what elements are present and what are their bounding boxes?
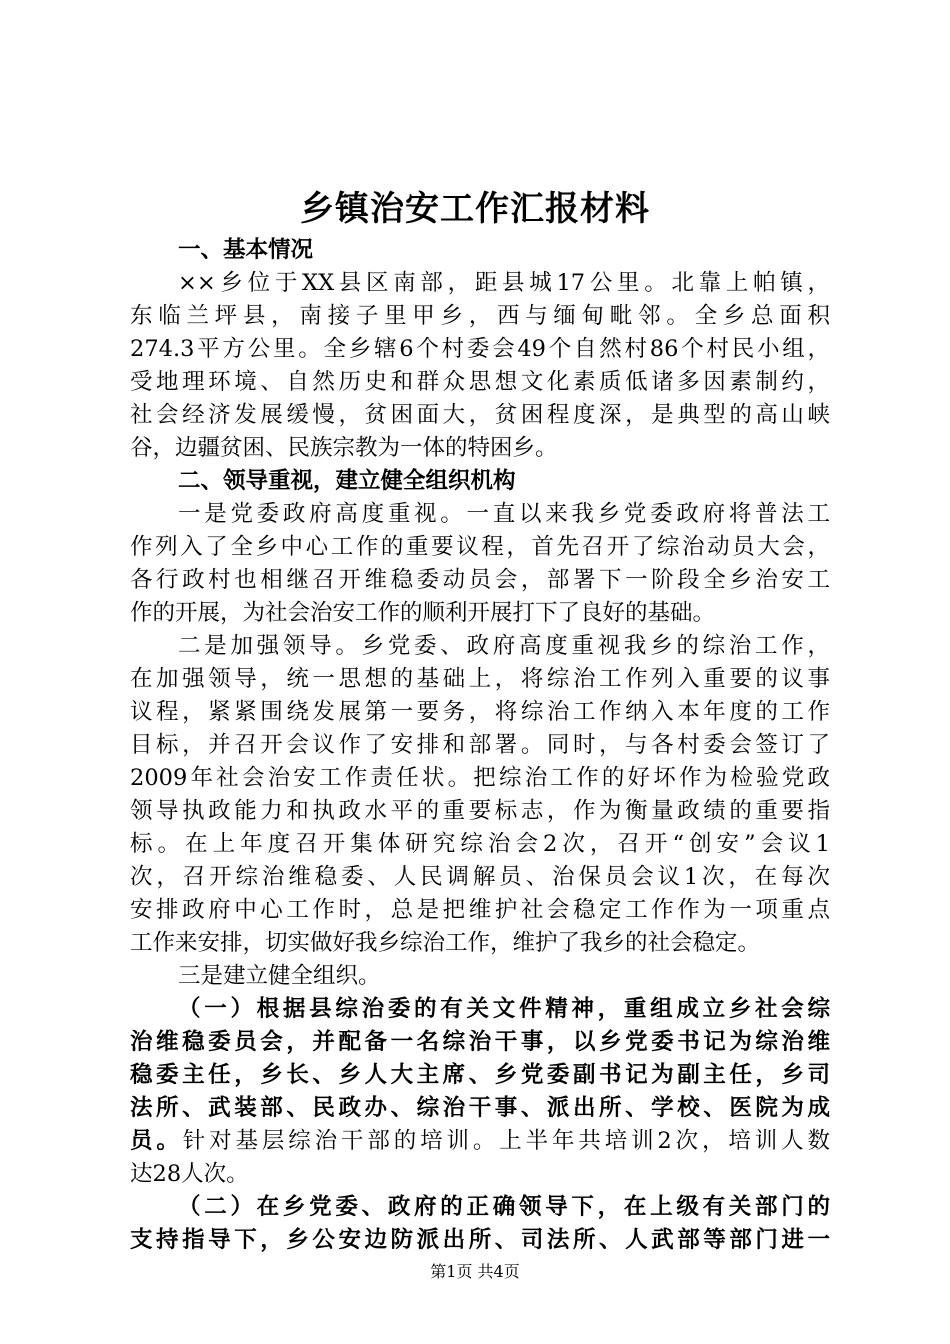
paragraph-line: 法所、武装部、民政办、综治干事、派出所、学校、医院为成 [130,1095,830,1121]
paragraph-line: 谷，边疆贫困、民族宗教为一体的特困乡。 [130,435,558,461]
paragraph-line: 三是建立健全组织。 [178,963,381,989]
paragraph-line: 支持指导下，乡公安边防派出所、司法所、人武部等部门进一 [130,1227,830,1253]
page-number-footer: 第1页 共4页 [430,1262,520,1281]
paragraph-line: 各行政村也相继召开维稳委动员会，部署下一阶段全乡治安工 [130,567,830,593]
paragraph-fragment: 针对基层综治干部的培训。上半年共培训2次，培训人数 [182,1128,830,1154]
document-title: 乡镇治安工作汇报材料 [300,189,650,229]
paragraph-line: 二是加强领导。乡党委、政府高度重视我乡的综治工作， [178,633,830,659]
paragraph-line: 在加强领导，统一思想的基础上，将综治工作列入重要的议事 [130,666,830,692]
paragraph-line: 次，召开综治维稳委、人民调解员、治保员会议1次，在每次 [130,864,830,890]
section-heading: 二、领导重视，建立健全组织机构 [178,468,516,494]
paragraph-line: （一）根据县综治委的有关文件精神，重组成立乡社会综 [178,996,830,1022]
paragraph-line: 议程，紧紧围绕发展第一要务，将综治工作纳入本年度的工作 [130,699,830,725]
paragraph-line: 社会经济发展缓慢，贫困面大，贫困程度深，是典型的高山峡 [130,402,830,428]
paragraph-line: 274.3平方公里。全乡辖6个村委会49个自然村86个村民小组， [130,336,830,362]
paragraph-line: 安排政府中心工作时，总是把维护社会稳定工作作为一项重点 [130,897,830,923]
paragraph-line: 工作来安排，切实做好我乡综治工作，维护了我乡的社会稳定。 [130,930,761,956]
paragraph-line: 治维稳委员会，并配备一名综治干事，以乡党委书记为综治维 [130,1029,830,1055]
paragraph-line: 目标，并召开会议作了安排和部署。同时，与各村委会签订了 [130,732,830,758]
paragraph-line: 达28人次。 [130,1161,249,1187]
paragraph-line: 标。在上年度召开集体研究综治会2次，召开“创安”会议1 [130,831,830,857]
paragraph-line: 一是党委政府高度重视。一直以来我乡党委政府将普法工 [178,501,830,527]
paragraph-line: （二）在乡党委、政府的正确领导下，在上级有关部门的 [178,1194,830,1220]
paragraph-line: 领导执政能力和执政水平的重要标志，作为衡量政绩的重要指 [130,798,830,824]
paragraph-line: 作的开展，为社会治安工作的顺利开展打下了良好的基础。 [130,600,716,626]
paragraph-line: ××乡位于XX县区南部，距县城17公里。北靠上帕镇， [178,270,830,296]
section-heading: 一、基本情况 [178,237,314,263]
paragraph-line: 作列入了全乡中心工作的重要议程，首先召开了综治动员大会， [130,534,830,560]
paragraph-fragment: 员。 [130,1128,183,1154]
paragraph-line: 东临兰坪县，南接子里甲乡，西与缅甸毗邻。全乡总面积 [130,303,830,329]
document-body [130,234,830,1257]
paragraph-line [130,1125,830,1158]
paragraph-line: 受地理环境、自然历史和群众思想文化素质低诸多因素制约， [130,369,830,395]
paragraph-line: 2009年社会治安工作责任状。把综治工作的好坏作为检验党政 [130,765,830,791]
paragraph-line: 稳委主任，乡长、乡人大主席、乡党委副书记为副主任，乡司 [130,1062,830,1088]
